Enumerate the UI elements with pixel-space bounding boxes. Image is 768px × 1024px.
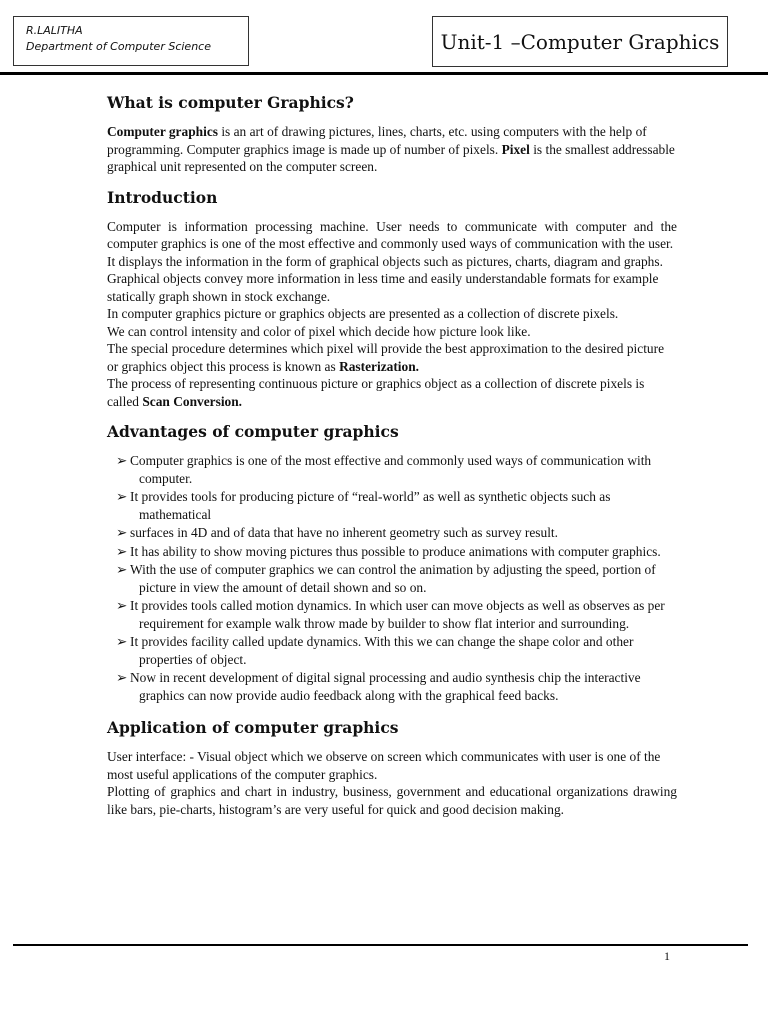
author-name: R.LALITHA	[26, 24, 83, 37]
department-name: Department of Computer Science	[26, 40, 211, 53]
definition-text-2: is the smallest addressable graphical unit represented on the computer screen.	[107, 141, 675, 174]
list-item: ➢ It provides tools for producing picture of “real-world” as well as synthetic objects such as mathematical	[116, 489, 611, 522]
arrow-bullet-icon: ➢	[116, 543, 128, 559]
definition-paragraph	[107, 123, 677, 176]
list-item: ➢ Computer graphics is one of the most effective and commonly used ways of communication with computer.	[116, 453, 652, 486]
definition-text-1: is an art of drawing pictures, lines, charts, etc. using computers with the help of programming. Computer graphics image is made up of number of pixels.	[107, 124, 647, 157]
section-heading-advantages: Advantages of computer graphics	[107, 422, 399, 441]
section-heading-introduction: Introduction	[107, 187, 218, 207]
list-item: ➢ It provides facility called update dynamics. With this we can change the shape color and other properties of object.	[116, 634, 634, 667]
intro-line-3: Graphical objects convey more information in less time and easily understandable formats for example statically graph shown in stock exchange.	[107, 271, 659, 304]
arrow-bullet-icon: ➢	[116, 453, 128, 468]
term-computer-graphics: Computer graphics	[107, 124, 218, 139]
unit-title-box	[432, 16, 728, 67]
intro-line-1: Computer is information processing machine. User needs to communicate with computer and the computer graphics is one of the most effective and commonly used ways of communication with the user.	[107, 218, 677, 251]
scan-conversion-paragraph	[107, 375, 677, 410]
term-rasterization: Rasterization.	[339, 358, 420, 374]
section-heading-what-is: What is computer Graphics?	[107, 93, 354, 112]
arrow-bullet-icon: ➢	[116, 670, 128, 685]
list-item: ➢ It provides tools called motion dynamics. In which user can move objects as well as observes as per requirement for example walk throw made by builder to show flat interior and surrounding.	[116, 598, 665, 631]
term-pixel: Pixel	[501, 141, 530, 157]
header-rule	[0, 72, 768, 75]
footer-rule	[13, 944, 748, 946]
rasterization-text: The special procedure determines which pixel will provide the best approximation to the desired picture or graphics object this process is known as	[107, 341, 665, 374]
section-heading-applications: Application of computer graphics	[107, 718, 399, 737]
unit-title: Unit-1 –Computer Graphics	[440, 29, 720, 54]
advantages-list	[107, 452, 677, 704]
intro-line-4: In computer graphics picture or graphics objects are presented as a collection of discrete pixels.	[107, 306, 619, 321]
list-item: ➢ It has ability to show moving pictures thus possible to produce animations with computer graphics.	[116, 543, 661, 559]
application-paragraph-2: Plotting of graphics and chart in industry, business, government and educational organizations drawing like bars, pie-charts, histogram’s are very useful for quick and good decision making.	[107, 784, 677, 817]
list-item: ➢ surfaces in 4D and of data that have no inherent geometry such as survey result.	[116, 525, 558, 540]
arrow-bullet-icon: ➢	[116, 525, 128, 540]
author-box	[13, 16, 249, 66]
arrow-bullet-icon: ➢	[116, 634, 128, 649]
arrow-bullet-icon: ➢	[116, 562, 128, 577]
list-item: ➢ Now in recent development of digital signal processing and audio synthesis chip the interactive graphics can now provide audio feedback along with the graphical feed backs.	[116, 670, 641, 703]
list-item: ➢ With the use of computer graphics we can control the animation by adjusting the speed, portion of picture in view the amount of detail shown and so on.	[116, 562, 656, 595]
scan-conversion-text: The process of representing continuous picture or graphics object as a collection of discrete pixels is called	[107, 376, 645, 409]
intro-line-2: It displays the information in the form of graphical objects such as pictures, charts, diagram and graphs.	[107, 253, 663, 269]
rasterization-paragraph	[107, 340, 677, 375]
document-body	[107, 93, 677, 818]
intro-line-5: We can control intensity and color of pixel which decide how picture look like.	[107, 323, 531, 339]
arrow-bullet-icon: ➢	[116, 489, 128, 504]
page-number: 1	[664, 949, 670, 963]
application-paragraph-1: User interface: - Visual object which we observe on screen which communicates with user is one of the most useful applications of the computer graphics.	[107, 749, 661, 782]
term-scan-conversion: Scan Conversion.	[142, 393, 243, 409]
arrow-bullet-icon: ➢	[116, 598, 128, 613]
